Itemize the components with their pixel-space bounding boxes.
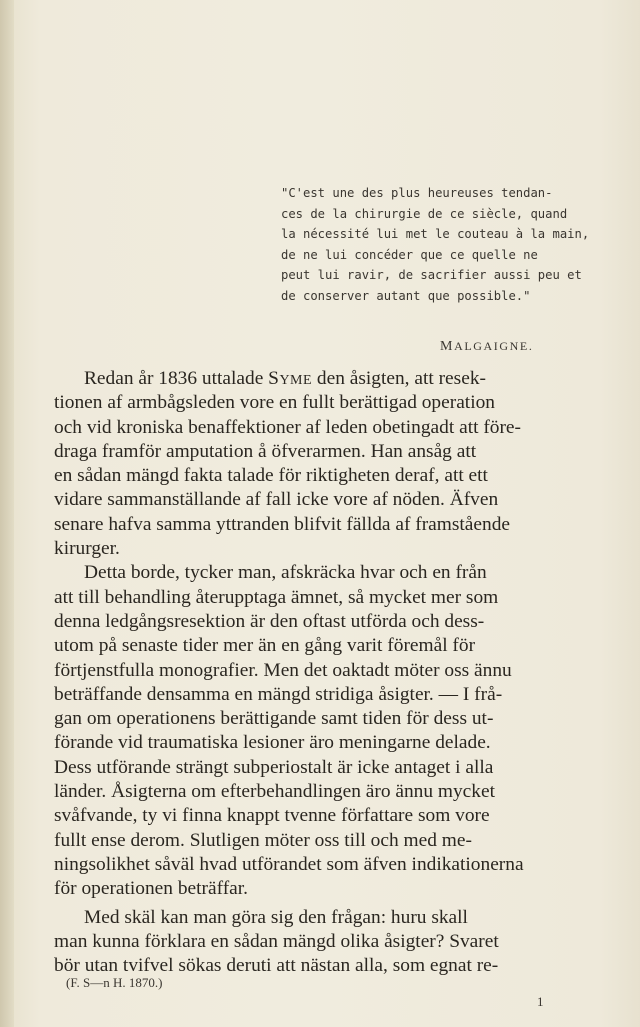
- paragraph-line: man kunna förklara en sådan mängd olika åsigter? Svaret: [54, 930, 499, 952]
- author-name-syme: Syme: [268, 368, 313, 389]
- epigraph-line: de conserver autant que possible.": [281, 288, 531, 303]
- paragraph-line: att till behandling återupptaga ämnet, så mycket mer som: [54, 586, 499, 608]
- paragraph-line: Detta borde, tycker man, afskräcka hvar och en från: [84, 562, 487, 584]
- epigraph-line: de ne lui concéder que ce quelle ne: [281, 247, 538, 262]
- paragraph-line: draga framför amputation å öfverarmen. Han ansåg att: [54, 440, 477, 462]
- epigraph-line: peut lui ravir, de sacrifier aussi peu et: [281, 268, 582, 283]
- body-text: [54, 367, 574, 978]
- paragraph-line: förtjenstfulla monografier. Men det oaktadt möter oss ännu: [54, 659, 512, 681]
- paragraph-line: förande vid traumatiska lesioner äro meningarne delade.: [54, 732, 491, 754]
- epigraph-attribution: [440, 339, 533, 355]
- paragraph-line: och vid kroniska benaffektioner af leden obetingadt att före-: [54, 416, 521, 438]
- paragraph-line: senare hafva samma yttranden blifvit fällda af framstående: [54, 513, 511, 535]
- line-text: Redan år 1836 uttalade: [84, 368, 269, 389]
- paragraph-line: Med skäl kan man göra sig den frågan: huru skall: [84, 906, 468, 928]
- paragraph-line: svåfvande, ty vi finna knappt tvenne författare som vore: [54, 805, 490, 827]
- line-text: den åsigten, att resek-: [312, 368, 486, 389]
- paragraph-line: tionen af armbågsleden vore en fullt berättigad operation: [54, 392, 495, 414]
- paragraph-line: denna ledgångsresektion är den oftast utförda och dess-: [54, 610, 485, 632]
- paragraph-line: länder. Åsigterna om efterbehandlingen äro ännu mycket: [54, 781, 495, 803]
- epigraph-line: ces de la chirurgie de ce siècle, quand: [281, 206, 568, 221]
- paragraph-line: en sådan mängd fakta talade för riktigheten deraf, att ett: [54, 465, 488, 487]
- paragraph-1-line-1: [54, 367, 574, 391]
- paragraph-line: fullt ense derom. Slutligen möter oss till och med me-: [54, 829, 472, 851]
- paragraph-line: ningsolikhet såväl hvad utförandet som äfven indikationerna: [54, 853, 524, 875]
- attribution-initial: M: [440, 339, 455, 354]
- paragraph-line: Dess utförande strängt subperiostalt är icke antaget i alla: [54, 756, 494, 778]
- epigraph-line: "C'est une des plus heureuses tendan-: [281, 186, 553, 200]
- attribution-rest: ALGAIGNE.: [454, 339, 534, 353]
- paragraph-line: vidare sammanställande af fall icke vore af nöden. Äfven: [54, 489, 499, 511]
- paragraph-line: utom på senaste tider mer än en gång varit föremål för: [54, 635, 476, 657]
- epigraph-line: la nécessité lui met le couteau à la main,: [281, 227, 590, 242]
- paragraph-line: beträffande densamma en mängd stridiga åsigter. — I frå-: [54, 683, 503, 705]
- paragraph-line: kirurger.: [54, 538, 120, 560]
- paragraph-line: gan om operationens berättigande samt tiden för dess ut-: [54, 708, 494, 730]
- printer-signature: (F. S—n H. 1870.): [66, 975, 163, 990]
- epigraph-quote: [281, 183, 590, 307]
- page-number: 1: [537, 994, 544, 1009]
- paragraph-line: för operationen beträffar.: [54, 878, 248, 900]
- page-spine-edge: [0, 0, 14, 1027]
- paragraph-line: bör utan tvifvel sökas deruti att nästan alla, som egnat re-: [54, 955, 499, 977]
